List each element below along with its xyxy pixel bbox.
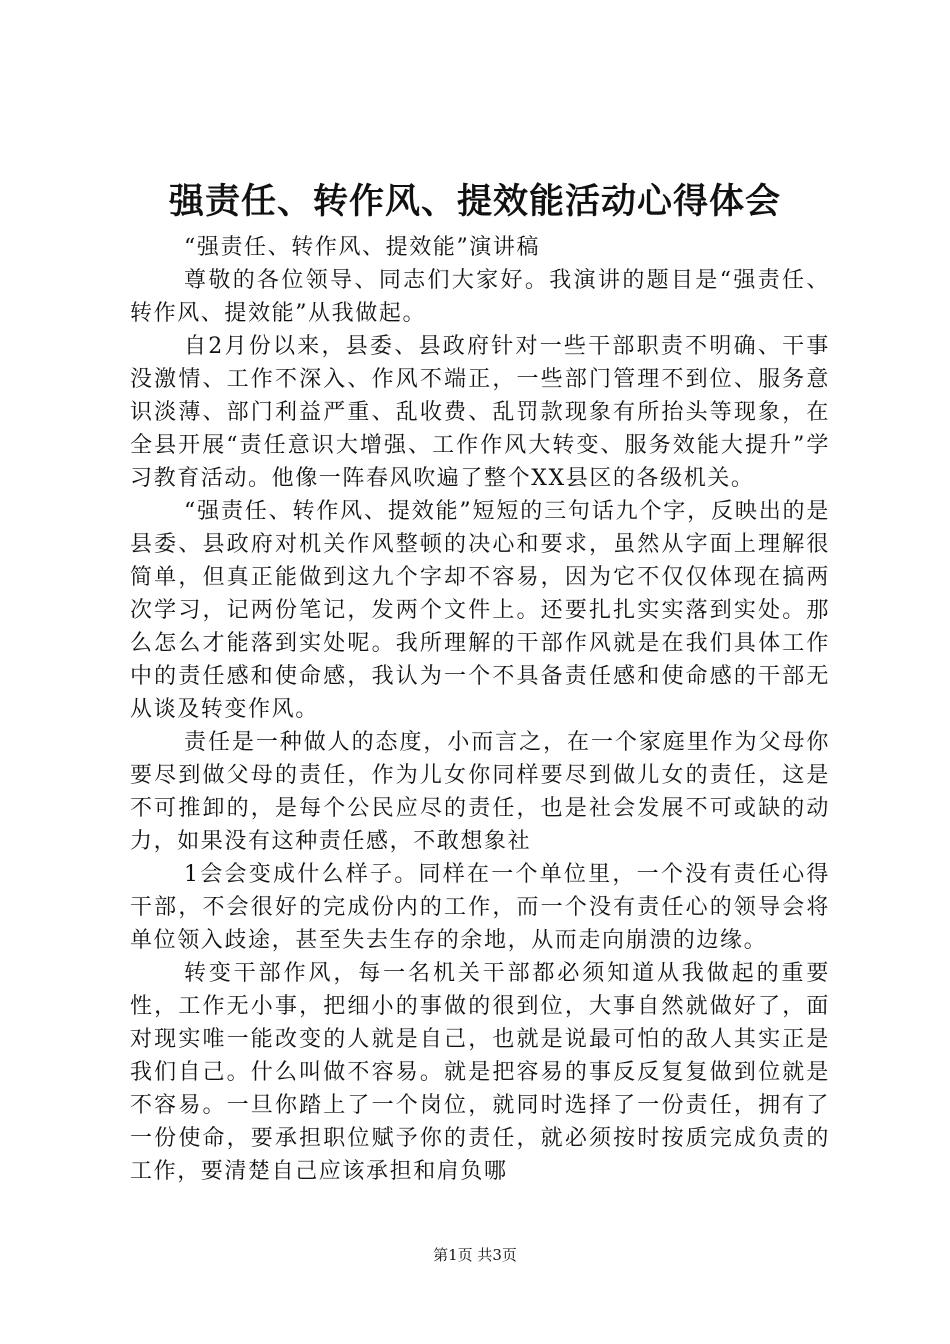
paragraph-greeting: 尊敬的各位领导、同志们大家好。我演讲的题目是“强责任、转作风、提效能”从我做起。	[130, 268, 830, 326]
document-body	[130, 231, 830, 1188]
paragraph-responsibility: 责任是一种做人的态度，小而言之，在一个家庭里作为父母你要尽到做父母的责任，作为儿女你同样要尽到做儿女的责任，这是不可推卸的，是每个公民应尽的责任，也是社会发展不可或缺的动力，如果没有这种责任感，不敢想象社	[130, 730, 830, 854]
paragraph-speech-heading: “强责任、转作风、提效能”演讲稿	[184, 235, 541, 260]
page-footer: 第1页 共3页	[433, 1246, 517, 1264]
document-title: 强责任、转作风、提效能活动心得体会	[168, 182, 781, 222]
paragraph-change-style: 转变干部作风，每一名机关干部都必须知道从我做起的重要性，工作无小事，把细小的事做的很到位，大事自然就做好了，面对现实唯一能改变的人就是自己，也就是说最可怕的敌人其实正是我们自己。什么叫做不容易。就是把容易的事反反复复做到位就是不容易。一旦你踏上了一个岗位，就同时选择了一份责任，拥有了一份使命，要承担职位赋予你的责任，就必须按时按质完成负责的工作，要清楚自己应该承担和肩负哪	[130, 961, 830, 1184]
paragraph-nine-characters: “强责任、转作风、提效能”短短的三句话九个字，反映出的是县委、县政府对机关作风整顿的决心和要求，虽然从字面上理解很简单，但真正能做到这九个字却不容易，因为它不仅仅体现在搞两次学习，记两份笔记，发两个文件上。还要扎扎实实落到实处。那么怎么才能落到实处呢。我所理解的干部作风就是在我们具体工作中的责任感和使命感，我认为一个不具备责任感和使命感的干部无从谈及转变作风。	[130, 499, 830, 722]
paragraph-background: 自2月份以来，县委、县政府针对一些干部职责不明确、干事没激情、工作不深入、作风不端正，一些部门管理不到位、服务意识淡薄、部门利益严重、乱收费、乱罚款现象有所抬头等现象，在全县开展“责任意识大增强、工作作风大转变、服务效能大提升”学习教育活动。他像一阵春风吹遍了整个XX县区的各级机关。	[130, 334, 830, 491]
paragraph-unit-consequence: 1会会变成什么样子。同样在一个单位里，一个没有责任心得干部，不会很好的完成份内的工作，而一个没有责任心的领导会将单位领入歧途，甚至失去生存的余地，从而走向崩溃的边缘。	[130, 862, 830, 953]
